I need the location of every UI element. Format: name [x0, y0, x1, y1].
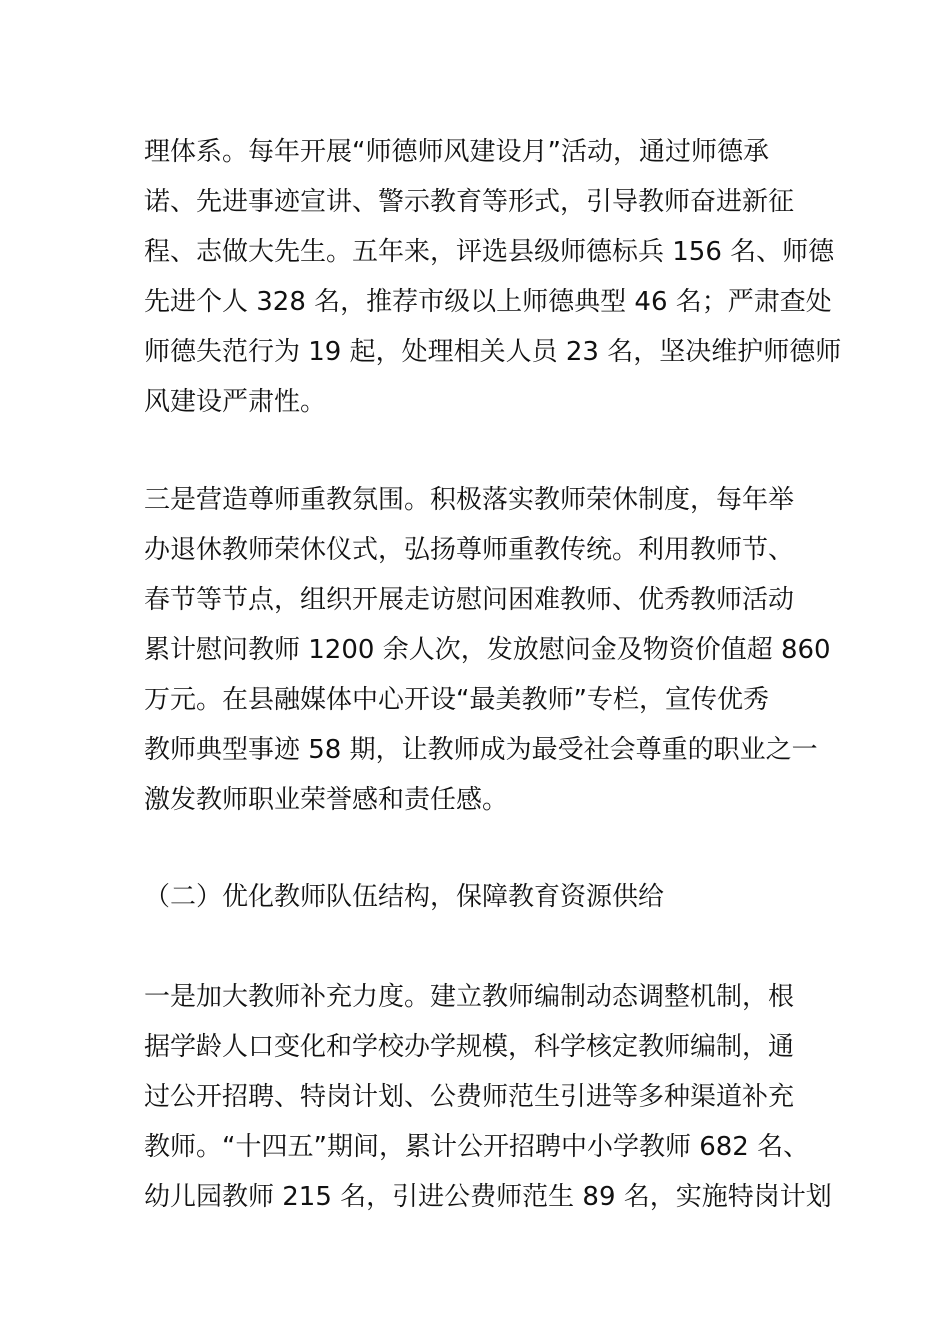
paragraph-respect-teachers: [144, 475, 831, 825]
paragraph-teacher-supplement: [144, 972, 832, 1222]
text-line: 三是营造尊师重教氛围。积极落实教师荣休制度，每年举: [144, 485, 795, 515]
text-line: 一是加大教师补充力度。建立教师编制动态调整机制，根: [144, 982, 795, 1012]
text-line: 春节等节点，组织开展走访慰问困难教师、优秀教师活动: [144, 585, 795, 615]
text-line: 万元。在县融媒体中心开设“最美教师”专栏，宣传优秀: [144, 685, 769, 715]
text-line: 先进个人 328 名，推荐市级以上师德典型 46 名；严肃查处: [144, 287, 832, 317]
text-line: 过公开招聘、特岗计划、公费师范生引进等多种渠道补充: [144, 1082, 795, 1112]
paragraph-teacher-ethics-system: [144, 127, 842, 427]
text-line: 累计慰问教师 1200 余人次，发放慰问金及物资价值超 860: [144, 635, 831, 665]
section-heading: [144, 872, 824, 922]
text-line: 据学龄人口变化和学校办学规模，科学核定教师编制，通: [144, 1032, 795, 1062]
text-line: 诺、先进事迹宣讲、警示教育等形式，引导教师奋进新征: [144, 187, 795, 217]
text-line: 风建设严肃性。: [144, 387, 327, 417]
text-line: 激发教师职业荣誉感和责任感。: [144, 785, 509, 815]
text-line: 办退休教师荣休仪式，弘扬尊师重教传统。利用教师节、: [144, 535, 795, 565]
text-line: 程、志做大先生。五年来，评选县级师德标兵 156 名、师德: [144, 237, 835, 267]
text-line: 教师。“十四五”期间，累计公开招聘中小学教师 682 名、: [144, 1132, 810, 1162]
text-line: 理体系。每年开展“师德师风建设月”活动，通过师德承: [144, 137, 769, 167]
text-line: 教师典型事迹 58 期，让教师成为最受社会尊重的职业之一: [144, 735, 818, 765]
heading-line: （二）优化教师队伍结构，保障教育资源供给: [144, 882, 665, 912]
text-line: 幼儿园教师 215 名，引进公费师范生 89 名，实施特岗计划: [144, 1182, 832, 1212]
text-line: 师德失范行为 19 起，处理相关人员 23 名，坚决维护师德师: [144, 337, 842, 367]
